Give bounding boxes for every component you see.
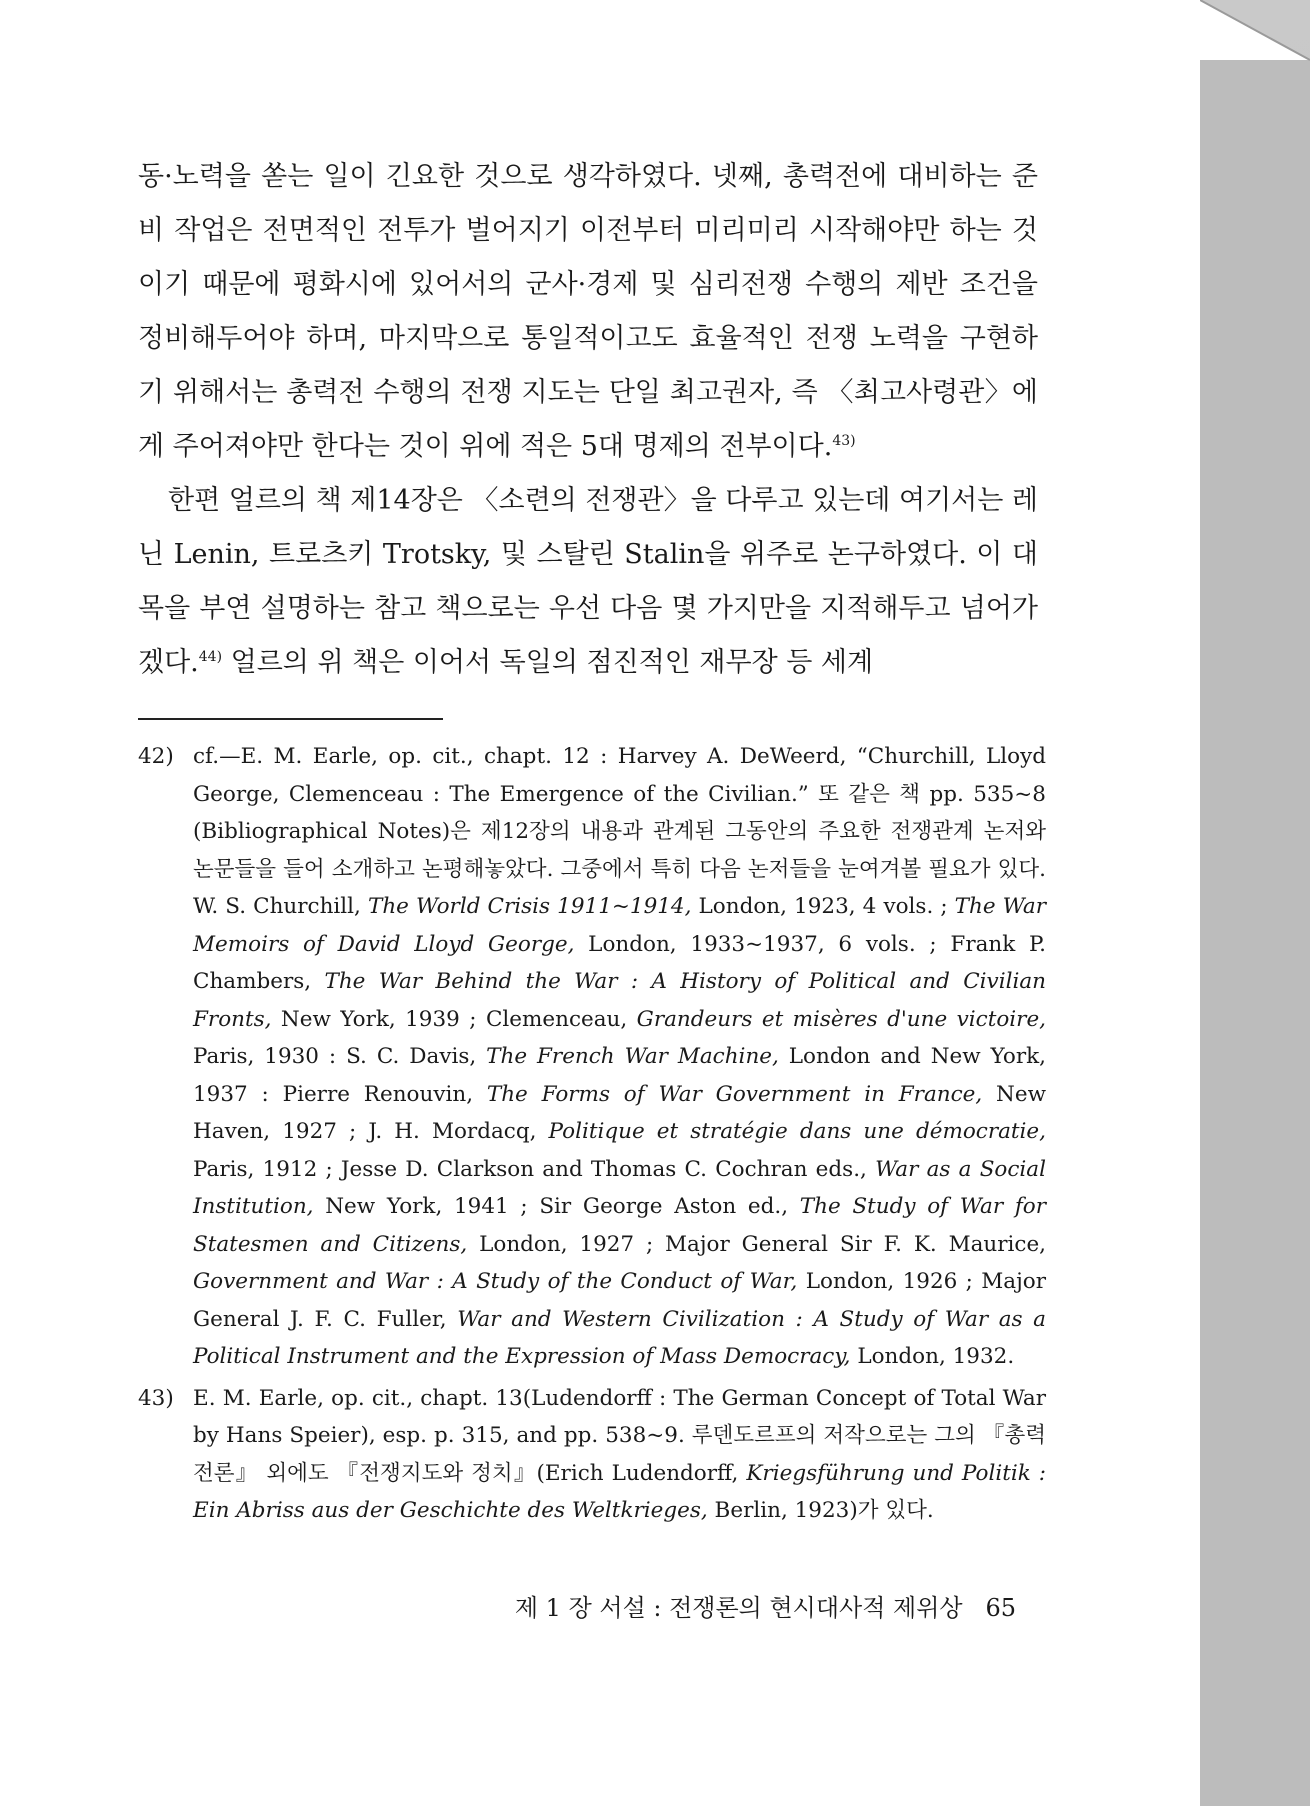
footnote-ref-43[interactable]: 43) [832,433,856,449]
book-title: The Forms of War Government in France, [486,1081,983,1107]
paragraph-1-text: 동·노력을 쏟는 일이 긴요한 것으로 생각하였다. 넷째, 총력전에 대비하는 준비 작업은 전면적인 전투가 벌어지기 이전부터 미리미리 시작해야만 하는 것이기 때문에 평화시에 있어서의 군사·경제 및 심리전쟁 수행의 제반 조건을 정비해두어야 하며, 마지막으로 통일적이고도 효율적인 전쟁 노력을 구현하기 위해서는 총력전 수행의 전쟁 지도는 단일 최고권자, 즉 〈최고사령관〉에게 주어져야만 한다는 것이 위에 적은 5대 명제의 전부이다. [138,161,1038,462]
note-text: E. M. Earle, op. cit., chapt. 13(Ludendorff : The German Concept of Total War by Hans Speier), esp. p. 315, and pp. 538~9. 루덴도르프의 저작으로는 그의 『총력전론』 외에도 『전쟁지도와 정치』(Erich Ludendorff, [193,1385,1046,1486]
chapter-title: 제 1 장 서설 : 전쟁론의 현시대사적 제위상 [514,1594,963,1622]
book-edge-shape [1200,0,1310,1806]
page-number: 65 [985,1594,1016,1622]
book-title: Politique et stratégie dans une démocratie, [548,1119,1046,1144]
note-text: London, 1927 ; Major General Sir F. K. Maurice, [467,1231,1047,1257]
note-text: London, 1932. [850,1344,1015,1369]
running-footer [496,1588,1016,1623]
note-text: Paris, 1930 : S. C. Davis, [193,1044,487,1069]
note-text: New York, 1941 ; Sir George Aston ed., [313,1194,800,1219]
book-title: Kriegsführung und Politik : Ein Abriss aus der Geschichte des Weltkrieges, [193,1460,1047,1523]
note-text: London and New York, 1937 : Pierre Renouvin, [193,1044,1046,1107]
body-text [138,150,1038,690]
footnote-ref-44[interactable]: 44) [198,649,223,665]
note-text: cf.—E. M. Earle, op. cit., chapt. 12 : Harvey A. DeWeerd, “Churchill, Lloyd George, Clemenceau : The Emergence of the Civilian.” 또 같은 책 pp. 535~8 (Bibliographical Notes)은 제12장의 내용과 관계된 그동안의 주요한 전쟁관계 논저와 논문들을 들어 소개하고 논평해놓았다. 그중에서 특히 다음 논저들을 눈여겨볼 필요가 있다. W. S. Churchill, [193,744,1046,919]
footnote-number: 43) [138,1385,174,1411]
book-title: War and Western Civilization : A Study of War as a Political Instrument and the Expression of Mass Democracy, [193,1306,1046,1369]
note-text: London, 1926 ; Major General J. F. C. Fuller, [193,1269,1046,1332]
paragraph-2 [138,474,1038,690]
footnote-43 [138,1380,1046,1530]
note-text: Paris, 1912 ; Jesse D. Clarkson and Thomas C. Cochran eds., [193,1156,876,1182]
book-title: The French War Machine, [486,1044,779,1069]
note-text: New York, 1939 ; Clemenceau, [271,1006,637,1032]
footnotes [138,738,1046,1534]
book-edge [1200,0,1310,1806]
footnote-separator [138,718,443,720]
book-title: The Study of War for Statesmen and Citizens, [193,1194,1047,1257]
footnote-number: 42) [138,744,174,769]
book-title: War as a Social Institution, [193,1156,1046,1219]
note-text: New Haven, 1927 ; J. H. Mordacq, [193,1081,1046,1144]
book-title: The War Behind the War : A History of Political and Civilian Fronts, [193,969,1046,1032]
footnote-42 [138,738,1046,1376]
book-title: Government and War : A Study of the Conduct of War, [193,1269,798,1294]
book-title: The War Memoirs of David Lloyd George, [193,894,1046,957]
book-title: The World Crisis 1911~1914, [367,894,692,919]
note-text: London, 1923, 4 vols. ; [691,894,955,919]
paragraph-2-text-b: 얼르의 위 책은 이어서 독일의 점진적인 재무장 등 세계 [222,647,874,678]
note-text: Berlin, 1923)가 있다. [707,1498,934,1523]
paragraph-1 [138,150,1038,474]
paragraph-2-text-a: 한편 얼르의 책 제14장은 〈소련의 전쟁관〉을 다루고 있는데 여기서는 레닌 Lenin, 트로츠키 Trotsky, 및 스탈린 Stalin을 위주로 논구하였다. 이 대목을 부연 설명하는 참고 책으로는 우선 다음 몇 가지만을 지적해두고 넘어가겠다. [138,485,1038,678]
book-title: Grandeurs et misères d'une victoire, [636,1006,1046,1032]
note-text: London, 1933~1937, 6 vols. ; Frank P. Chambers, [193,931,1046,994]
